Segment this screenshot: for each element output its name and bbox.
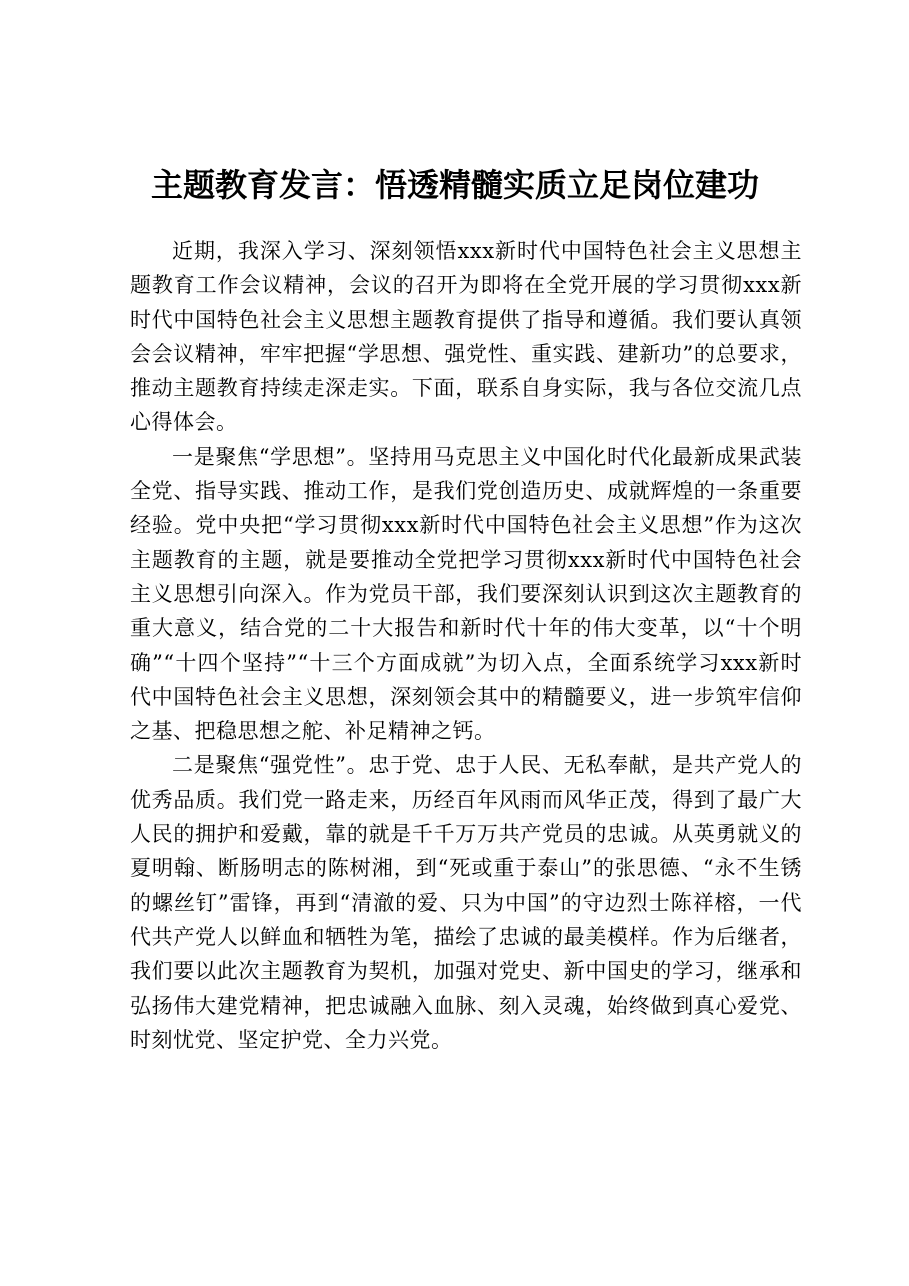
document-body: [130, 234, 802, 1057]
document-title: 主题教育发言：悟透精髓实质立足岗位建功: [150, 166, 759, 204]
paragraph-intro: 近期，我深入学习、深刻领悟xxx新时代中国特色社会主义思想主题教育工作会议精神，会议的召开为即将在全党开展的学习贯彻xxx新时代中国特色社会主义思想主题教育提供了指导和遵循。我们要认真领会会议精神，牢牢把握“学思想、强党性、重实践、建新功”的总要求，推动主题教育持续走深走实。下面，联系自身实际，我与各位交流几点心得体会。: [130, 239, 802, 435]
paragraph-party-spirit: 二是聚焦“强党性”。忠于党、忠于人民、无私奉献，是共产党人的优秀品质。我们党一路走来，历经百年风雨而风华正茂，得到了最广大人民的拥护和爱戴，靠的就是千千万万共产党员的忠诚。从英勇就义的夏明翰、断肠明志的陈树湘，到“死或重于泰山”的张思德、“永不生锈的螺丝钉”雷锋，再到“清澈的爱、只为中国”的守边烈士陈祥榕，一代代共产党人以鲜血和牺牲为笔，描绘了忠诚的最美模样。作为后继者，我们要以此次主题教育为契机，加强对党史、新中国史的学习，继承和弘扬伟大建党精神，把忠诚融入血脉、刻入灵魂，始终做到真心爱党、时刻忧党、坚定护党、全力兴党。: [130, 753, 802, 1052]
paragraph-study-thought: 一是聚焦“学思想”。坚持用马克思主义中国化时代化最新成果武装全党、指导实践、推动工作，是我们党创造历史、成就辉煌的一条重要经验。党中央把“学习贯彻xxx新时代中国特色社会主义思想”作为这次主题教育的主题，就是要推动全党把学习贯彻xxx新时代中国特色社会主义思想引向深入。作为党员干部，我们要深刻认识到这次主题教育的重大意义，结合党的二十大报告和新时代十年的伟大变革，以“十个明确”“十四个坚持”“十三个方面成就”为切入点，全面系统学习xxx新时代中国特色社会主义思想，深刻领会其中的精髓要义，进一步筑牢信仰之基、把稳思想之舵、补足精神之钙。: [130, 444, 802, 744]
